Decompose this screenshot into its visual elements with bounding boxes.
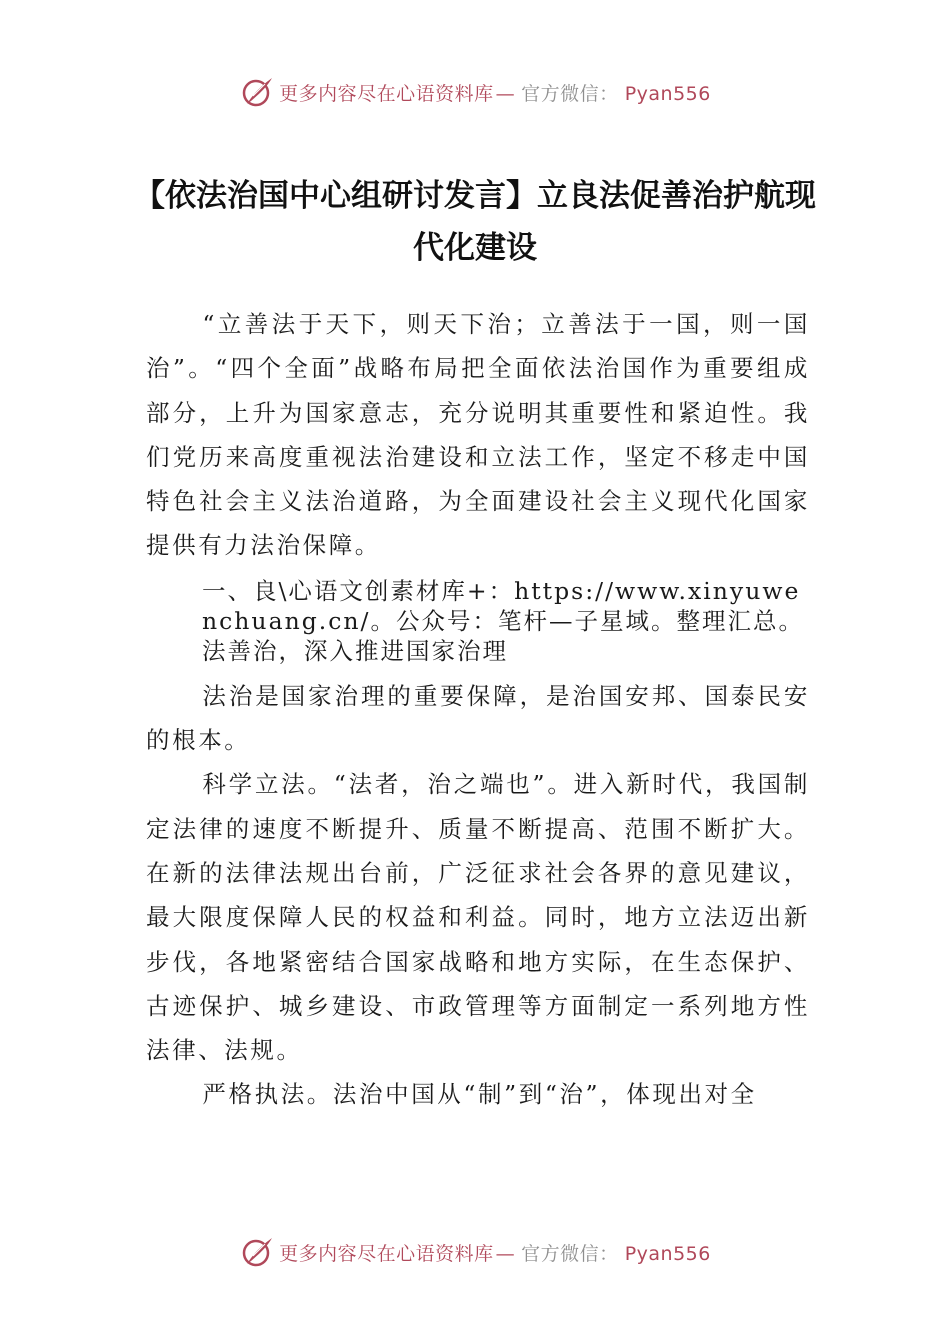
page-title: 【依法治国中心组研讨发言】立良法促善治护航现代化建设	[134, 178, 816, 266]
banner-text: 更多内容尽在心语资料库 — 官方微信： Pyan556	[279, 1242, 711, 1265]
feather-circle-logo-icon	[239, 1234, 275, 1270]
paragraph: 法治是国家治理的重要保障，是治国安邦、国泰民安的根本。	[146, 681, 810, 755]
banner-text: 更多内容尽在心语资料库 — 官方微信： Pyan556	[279, 82, 711, 105]
paragraph: 科学立法。“法者，治之端也”。进入新时代，我国制定法律的速度不断提升、质量不断提高、范围不断扩大。在新的法律法规出台前，广泛征求社会各界的意见建议，最大限度保障人民的权益和利益。同时，地方立法迈出新步伐，各地紧密结合国家战略和地方实际，在生态保护、古迹保护、城乡建设、市政管理等方面制定一系列地方性法律、法规。	[146, 770, 810, 1065]
section-heading: 一、良\心语文创素材库+：https://www.xinyuwenchuang.cn/。公众号：笔杆—子星域。整理汇总。法善治，深入推进国家治理	[202, 576, 804, 665]
footer-banner	[0, 1232, 950, 1272]
feather-circle-logo-icon	[239, 74, 275, 110]
document-body	[146, 302, 810, 1117]
paragraph: “立善法于天下，则天下治；立善法于一国，则一国治”。“四个全面”战略布局把全面依法治国作为重要组成部分，上升为国家意志，充分说明其重要性和紧迫性。我们党历来高度重视法治建设和立法工作，坚定不移走中国特色社会主义法治道路，为全面建设社会主义现代化国家提供有力法治保障。	[146, 310, 810, 560]
header-banner	[0, 72, 950, 112]
wechat-id: Pyan556	[624, 1242, 711, 1265]
wechat-id: Pyan556	[624, 82, 711, 105]
paragraph: 严格执法。法治中国从“制”到“治”，体现出对全	[202, 1080, 757, 1109]
